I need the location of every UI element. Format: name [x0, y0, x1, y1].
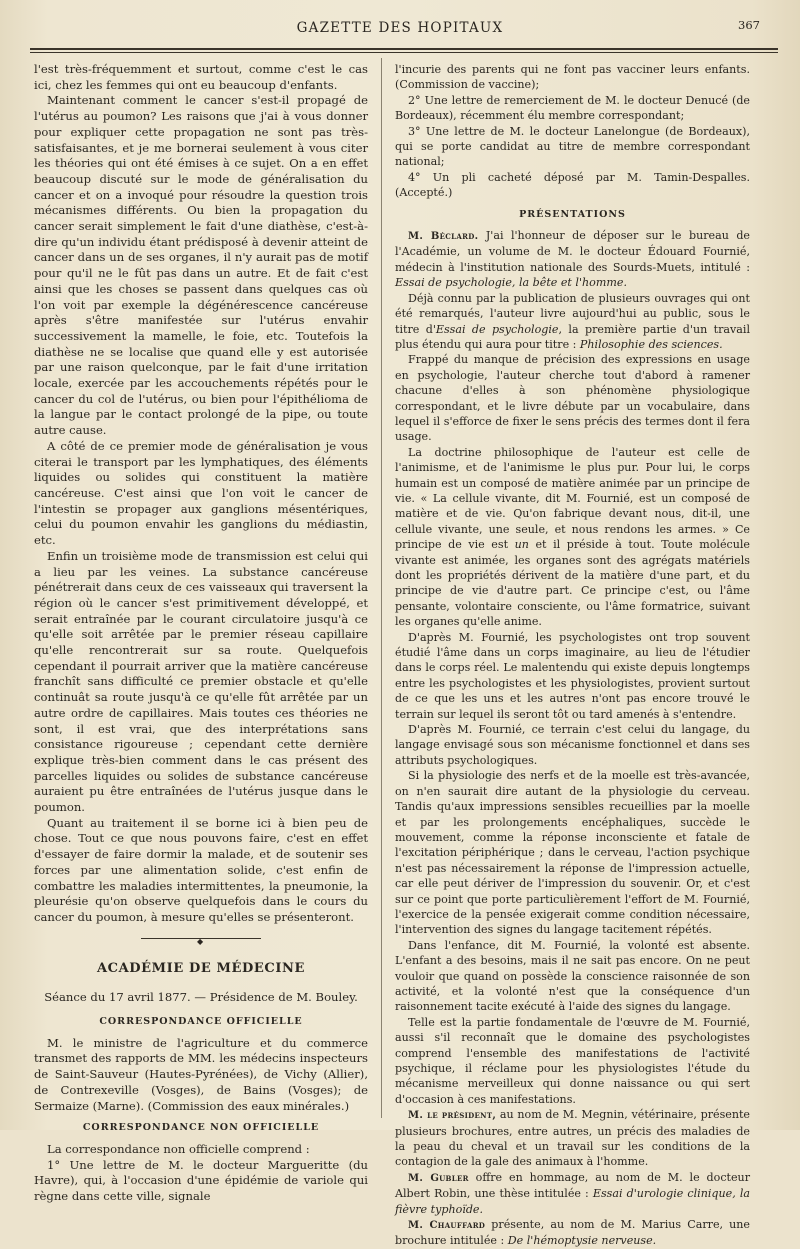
paragraph: La doctrine philosophique de l'auteur est celle de l'animisme, et de l'animisme le plus pur. Pour lui, le corps humain est un composé de matière animée par un principe de vie. « La cellule vivante, dit M. Fournié, est un composé de matière et de vie. Qu'on fabrique devant nous, dit-il, une cellule vivante, une seule, et nous rendons les armes. » Ce principe de vie est un et il préside à tout. Toute molécule vivante est animée, les organes sont des agrégats matériels dont les propriétés dérivent de la matière d'une part, et du principe de vie d'autre part. Ce principe c'est, ou l'âme pensante, volontaire consciente, ou l'âme formatrice, suivant les organes qu'elle anime.: [395, 445, 750, 629]
paragraph: l'incurie des parents qui ne font pas vacciner leurs enfants. (Commission de vaccine);: [395, 63, 750, 92]
paragraph: Déjà connu par la publication de plusieurs ouvrages qui ont été remarqués, l'auteur livre aujourd'hui au public, sous le titre d'Essai de psychologie, la première partie d'un travail plus étendu qui aura pour titre : Philosophie des sciences.: [395, 291, 750, 351]
speaker-name: M. le président,: [408, 1110, 497, 1122]
paragraph: M. Gubler offre en hommage, au nom de M. le docteur Albert Robin, une thèse intitulée : Essai d'urologie clinique, la fièvre typhoïde.: [395, 1170, 751, 1216]
paragraph: 3° Une lettre de M. le docteur Lanelongue (de Bordeaux), qui se porte candidat au titre de membre correspondant national;: [395, 124, 750, 169]
section-divider: [141, 936, 261, 946]
page-number: 367: [738, 18, 760, 32]
book-title: Philosophie des sciences.: [579, 337, 723, 351]
running-head: [0, 18, 800, 48]
paragraph: 2° Une lettre de remerciement de M. le docteur Denucé (de Bordeaux), récemment élu membre correspondant;: [395, 93, 750, 123]
paragraph: D'après M. Fournié, les psychologistes ont trop souvent étudié l'âme dans un corps imaginaire, au lieu de l'étudier dans le corps réel. Le malentendu qui existe depuis longtemps entre les psychologistes et les physiologistes, provient surtout de ce que les uns et les autres n'ont pas encore trouvé le terrain sur lequel ils seront tôt ou tard amenés à s'entendre.: [395, 630, 750, 721]
paragraph: D'après M. Fournié, ce terrain c'est celui du langage, du langage envisagé sous son mécanisme fonctionnel et dans ses attributs psychologiques.: [395, 723, 750, 767]
paragraph: Frappé du manque de précision des expressions en usage en psychologie, l'auteur cherche tout d'abord à ramener chacune d'elles à son phénomène physiologique correspondant, et le livre débute par un vocabulaire, dans lequel il s'efforce de fixer le sens précis des termes dont il fera usage.: [395, 353, 750, 444]
paragraph: M. le ministre de l'agriculture et du commerce transmet des rapports de MM. les médecins inspecteurs de Saint-Sauveur (Hautes-Pyrénées), de Vichy (Allier), de Contrexeville (Vosges), de Bains (Vosges); de Sermaize (Marne). (Commission des eaux minérales.): [34, 1035, 368, 1113]
paragraph: 1° Une lettre de M. le docteur Margueritte (du Havre), qui, à l'occasion d'une épidémie de variole qui règne dans cette ville, signale: [34, 1157, 368, 1204]
book-title: De l'hémoptysie nerveuse.: [507, 1234, 657, 1248]
official-correspondence-heading: CORRESPONDANCE OFFICIELLE: [99, 1016, 303, 1028]
paragraph: Enfin un troisième mode de transmission est celui qui a lieu par les veines. La substance cancéreuse pénétrerait dans ceux de ces vaisseaux qui traversent la région où le cancer s'est primitivement développé, et serait entraînée par le courant circulatoire jusqu'à ce qu'elle soit arrêtée par le premier réseau capillaire qu'elle rencontrerait sur sa route. Quelquefois cependant il pourrait arriver que la matière cancéreuse franchît sans difficulté ce premier obstacle et qu'elle continuât sa route jusqu'à ce qu'elle fût arrêtée par un autre ordre de capillaires. Mais toutes ces théories ne sont, il est vrai, que des interprétations sans consistance rigoureuse ; cependant cette dernière explique très-bien comment dans le cas présent des parcelles liquides ou solides de substance cancéreuse auraient pu être entraînées de l'utérus jusque dans le poumon.: [34, 548, 368, 815]
speaker-name: M. Chauffard: [408, 1220, 486, 1232]
paragraph: M. le président, au nom de M. Megnin, vétérinaire, présente plusieurs brochures, entre autres, un précis des maladies de la peau du cheval et un travail sur les conditions de la contagion de la gale des animaux à l'homme.: [395, 1108, 750, 1169]
paragraph: La correspondance non officielle comprend :: [47, 1142, 310, 1156]
right-column: [395, 62, 750, 1249]
paragraph: Maintenant comment le cancer s'est-il propagé de l'utérus au poumon? Les raisons que j'ai à vous donner pour expliquer cette propagation ne sont pas très-satisfaisantes, et je me bornerai seulement à vous citer les théories qui ont été émises à ce sujet. On a en effet beaucoup discuté sur le mode de généralisation du cancer et on a invoqué pour résoudre la question trois mécanismes différents. Ou bien la propagation du cancer serait simplement le fait d'une diathèse, c'est-à-dire qu'un individu étant prédisposé à devenir atteint de cancer dans un de ses organes, il n'y aurait pas de motif pour qu'il ne le fût pas dans un autre. Et de fait c'est ainsi que les choses se passent dans quelques cas où l'on voit par exemple la dégénérescence cancéreuse après s'être manifestée sur l'utérus envahir successivement la mamelle, le foie, etc. Toutefois la diathèse ne se localise que quand elle y est autorisée par une raison quelconque, par le fait d'une irritation locale, exercée par les accouchements répétés pour le cancer du col de l'utérus, ou bien pour l'épithélioma de la langue par le contact prolongé de la pipe, ou toute autre cause.: [34, 93, 368, 438]
left-column: [34, 62, 368, 1205]
paragraph: Si la physiologie des nerfs et de la moelle est très-avancée, on n'en saurait dire autant de la physiologie du cerveau. Tandis qu'aux impressions sensibles recueillies par la moelle et par les prolongements encéphaliques, succède le mouvement, comme la réponse inconsciente et fatale de l'excitation périphérique ; dans le cerveau, l'action psychique n'est pas nécessairement la réponse de l'impression actuelle, car elle peut dériver de l'impression du souvenir. Or, et c'est sur ce point que porte particulièrement l'effort de M. Fournié, l'exercice de la pensée exigerait comme condition nécessaire, l'intervention des signes du langage tacitement répétés.: [395, 769, 750, 937]
book-title: Essai d'urologie clinique, la fièvre typhoïde.: [395, 1187, 751, 1216]
divider-ornament: ◆: [197, 936, 204, 946]
paragraph: A côté de ce premier mode de généralisation je vous citerai le transport par les lymphatiques, des éléments liquides ou solides qui constituent la matière cancéreuse. C'est ainsi que l'on voit le cancer de l'intestin se propager aux ganglions mésentériques, celui du poumon envahir les ganglions du médiastin, etc.: [34, 438, 368, 548]
unofficial-correspondence-heading: CORRESPONDANCE NON OFFICIELLE: [82, 1122, 320, 1134]
paragraph: Telle est la partie fondamentale de l'œuvre de M. Fournié, aussi s'il reconnaît que le domaine des psychologistes comprend l'ensemble des manifestations de l'activité psychique, il réclame pour les physiologistes l'étude du mécanisme merveilleux qui donne naissance ou qui sert d'occasion à ces manifestations.: [395, 1015, 750, 1106]
paragraph: 4° Un pli cacheté déposé par M. Tamin-Despalles. (Accepté.): [395, 170, 750, 200]
section-heading: ACADÉMIE DE MÉDECINE: [96, 960, 305, 976]
paragraph: l'est très-fréquemment et surtout, comme c'est le cas ici, chez les femmes qui ont eu beaucoup d'enfants.: [34, 62, 368, 92]
speaker-name: M. Béclard.: [408, 231, 479, 243]
paragraph: Dans l'enfance, dit M. Fournié, la volonté est absente. L'enfant a des besoins, mais il ne sait pas encore. On ne peut vouloir que quand on possède la conscience raisonnée de son activité, et la volonté n'est que la conséquence d'un raisonnement tacite exécuté à l'aide des signes du langage.: [395, 938, 750, 1014]
header-rule: [30, 48, 778, 53]
paragraph: M. Chauffard présente, au nom de M. Marius Carre, une brochure intitulée : De l'hémoptysie nerveuse.: [395, 1218, 751, 1248]
book-title: Essai de psychologie: [435, 322, 559, 336]
speaker-name: M. Gubler: [408, 1172, 469, 1184]
session-line: Séance du 17 avril 1877. — Présidence de M. Bouley.: [44, 990, 358, 1005]
paragraph: Quant au traitement il se borne ici à bien peu de chose. Tout ce que nous pouvons faire, c'est en effet d'essayer de faire dormir la malade, et de soutenir ses forces par une alimentation solide, c'est enfin de combattre les maladies intermittentes, la pneumonie, la pleurésie qu'on observe quelquefois dans le cours du cancer du poumon, à mesure qu'elles se présenteront.: [34, 815, 368, 924]
book-title: Essai de psychologie, la bête et l'homme.: [395, 276, 627, 290]
paragraph: M. Béclard. J'ai l'honneur de déposer sur le bureau de l'Académie, un volume de M. le docteur Édouard Fournié, médecin à l'institution nationale des Sourds-Muets, intitulé : Essai de psychologie, la bête et l'homme.: [395, 229, 750, 290]
column-divider: [381, 58, 382, 1118]
journal-title: GAZETTE DES HOPITAUX: [296, 20, 504, 36]
presentations-heading: PRÉSENTATIONS: [519, 208, 626, 220]
